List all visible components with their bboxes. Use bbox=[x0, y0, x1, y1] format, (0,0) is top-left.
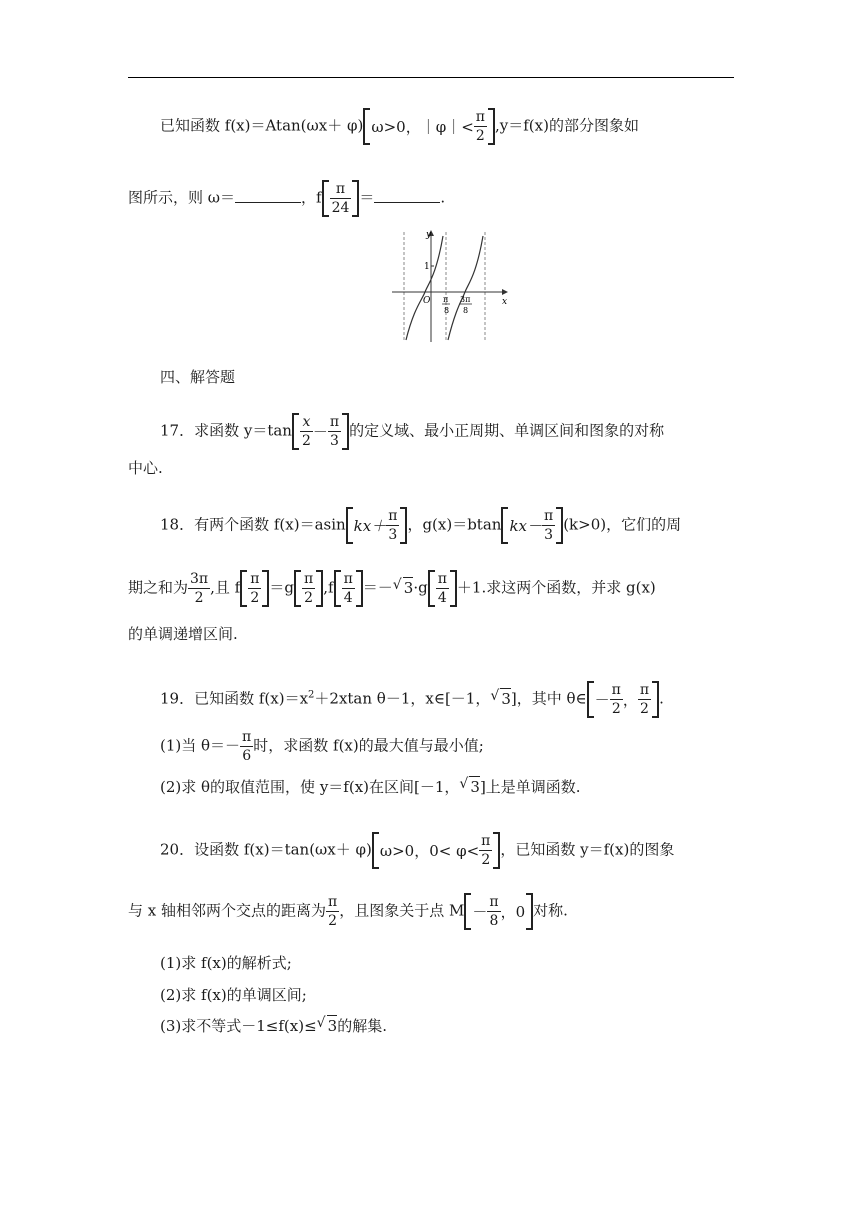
q17-line1 bbox=[160, 413, 664, 450]
q19-p2-text-b: ]上是单调函数. bbox=[479, 778, 581, 796]
q19-comma: ， bbox=[622, 690, 638, 709]
q16-arg-bracket bbox=[322, 180, 360, 217]
q20-p3-text-a: (3)求不等式－1≤f(x)≤ bbox=[160, 1017, 317, 1035]
q18-line1 bbox=[160, 507, 681, 544]
q18-text-d: 期之和为 bbox=[128, 578, 189, 597]
x-tick-3pi8-num: 3π bbox=[460, 295, 471, 304]
q17-minus: － bbox=[312, 422, 328, 441]
q18-text-c: (k>0)，它们的周 bbox=[563, 515, 682, 534]
q17-line2: 中心. bbox=[128, 459, 163, 477]
q18-kx-plus: kx＋ bbox=[353, 516, 387, 535]
q18-line2 bbox=[128, 570, 656, 607]
y-axis-label: y bbox=[426, 230, 432, 240]
q16-period: . bbox=[440, 188, 446, 207]
q20-line2 bbox=[128, 893, 568, 930]
q16-pi-over-2: $\frac{\pi}{2}$ bbox=[475, 109, 485, 144]
q17-x-over-2: $\frac{x}{2}$ bbox=[301, 414, 311, 449]
q18-g-pi2: $\frac{\pi}{2}$ bbox=[294, 570, 323, 607]
q18-eq-g: ＝g bbox=[269, 578, 295, 597]
header-rule bbox=[128, 77, 734, 78]
q16-condition-bracket bbox=[363, 108, 495, 145]
q18-sin-arg bbox=[346, 507, 408, 544]
q17-pi-over-3: $\frac{\pi}{3}$ bbox=[329, 414, 340, 449]
q19-period: . bbox=[659, 689, 664, 708]
q20-part2: (2)求 f(x)的单调区间; bbox=[160, 986, 307, 1004]
q19-neg: － bbox=[594, 690, 610, 709]
q16-text-b: ,y＝f(x)的部分图象如 bbox=[494, 116, 639, 135]
q20-part3 bbox=[160, 1015, 387, 1036]
q18-comma-f: ,f bbox=[323, 578, 334, 597]
q18-dot-g: ·g bbox=[413, 578, 428, 597]
q18-text-e: ,且 f bbox=[210, 578, 241, 597]
q20-comma-zero: ，0 bbox=[500, 902, 526, 921]
q17-arg-bracket bbox=[292, 413, 349, 450]
q19-sqrt3: √ 3 bbox=[500, 688, 511, 709]
q18-g-pi4: $\frac{\pi}{4}$ bbox=[428, 570, 457, 607]
q18-text-a: 18．有两个函数 f(x)＝asin bbox=[160, 515, 346, 534]
y-tick-label-1: 1 bbox=[424, 262, 430, 272]
q19-interval-bracket: － $\frac{\pi}{2}$ ， $\frac{\pi}{2}$ bbox=[587, 681, 659, 718]
q16-answer-blank-omega[interactable] bbox=[235, 188, 301, 203]
q17-text-a: 17．求函数 y＝tan bbox=[160, 421, 292, 440]
q20-text-d: ，且图象关于点 M bbox=[339, 901, 465, 920]
x-tick-pi8-den: 8 bbox=[444, 306, 450, 315]
x-tick-3pi8-den: 8 bbox=[463, 306, 469, 315]
q19-p2-sqrt3: √ 3 bbox=[469, 776, 480, 797]
q20-neg: － bbox=[472, 902, 488, 921]
q16-answer-blank-value[interactable] bbox=[374, 188, 440, 203]
x-tick-pi8-num: π bbox=[443, 295, 449, 304]
q18-f-pi2: $\frac{\pi}{2}$ bbox=[240, 570, 269, 607]
q18-eq-neg: ＝－ bbox=[362, 578, 393, 597]
q18-text-f: ＋1.求这两个函数，并求 g(x) bbox=[456, 578, 656, 597]
q19-p1-text-a: (1)当 θ＝－ bbox=[160, 736, 241, 755]
q18-tan-arg bbox=[501, 507, 563, 544]
q19-text-c: ]，其中 θ∈ bbox=[510, 689, 587, 708]
q19-part1 bbox=[160, 728, 484, 765]
q19-p1-text-b: 时，求函数 f(x)的最大值与最小值; bbox=[253, 736, 484, 755]
q20-p3-text-b: 的解集. bbox=[337, 1017, 387, 1035]
q20-text-a: 20．设函数 f(x)＝tan(ωx＋ φ) bbox=[160, 840, 372, 859]
q19-p2-text-a: (2)求 θ的取值范围，使 y＝f(x)在区间[－1， bbox=[160, 778, 460, 796]
q16-line2 bbox=[128, 180, 445, 217]
q20-condition: ω>0，0< φ< bbox=[379, 841, 480, 860]
q18-kx-minus: kx－ bbox=[509, 516, 542, 535]
q20-line1 bbox=[160, 832, 674, 869]
q18-f-pi4: $\frac{\pi}{4}$ bbox=[334, 570, 363, 607]
q20-text-e: 对称. bbox=[533, 901, 568, 920]
q20-condition-bracket: ω>0，0< φ< $\frac{\pi}{2}$ bbox=[372, 832, 501, 869]
q20-pi-over-2: $\frac{\pi}{2}$ bbox=[328, 894, 338, 929]
q16-line1 bbox=[160, 108, 639, 145]
q18-text-b: ，g(x)＝btan bbox=[407, 515, 502, 534]
q16-text-e: ＝ bbox=[359, 188, 375, 207]
tan-branch-1 bbox=[406, 236, 443, 340]
q16-text-a: 已知函数 f(x)＝Atan(ωx＋ φ) bbox=[160, 116, 364, 135]
x-axis-arrow bbox=[502, 289, 508, 295]
q19-square: 2 bbox=[308, 689, 315, 701]
section-title: 四、解答题 bbox=[160, 368, 236, 386]
q18-line3: 的单调递增区间. bbox=[128, 625, 238, 643]
q16-pi-over-24: $\frac{\pi}{24}$ bbox=[331, 181, 350, 216]
q18-3pi-over-2: $\frac{3\pi}{2}$ bbox=[190, 571, 209, 606]
tan-branch-2 bbox=[448, 236, 483, 340]
q17-text-b: 的定义域、最小正周期、单调区间和图象的对称 bbox=[349, 421, 665, 440]
q18-pi-over-3-b: $\frac{\pi}{3}$ bbox=[544, 508, 554, 543]
q20-text-b: ，已知函数 y＝f(x)的图象 bbox=[500, 840, 675, 859]
q19-part2 bbox=[160, 776, 581, 797]
q19-pi-over-6: $\frac{\pi}{6}$ bbox=[242, 729, 252, 764]
q16-text-d: ，f bbox=[301, 188, 322, 207]
q16-condition: ω>0，｜φ｜< bbox=[371, 117, 474, 136]
q20-part1: (1)求 f(x)的解析式; bbox=[160, 954, 292, 972]
q16-text-c: 图所示，则 ω＝ bbox=[128, 188, 236, 207]
tangent-graph bbox=[384, 228, 512, 346]
q20-text-c: 与 x 轴相邻两个交点的距离为 bbox=[128, 901, 326, 920]
q19-text-a: 19．已知函数 f(x)＝x bbox=[160, 689, 309, 708]
q18-pi-over-3-a: $\frac{\pi}{3}$ bbox=[388, 508, 398, 543]
q19-text-b: ＋2xtan θ－1，x∈[－1， bbox=[314, 689, 491, 708]
q18-sqrt3: √ 3 bbox=[403, 577, 414, 598]
x-axis-label: x bbox=[502, 297, 508, 307]
q20-point-bracket: － $\frac{\pi}{8}$ ，0 bbox=[464, 893, 533, 930]
q20-p3-sqrt3: √ 3 bbox=[327, 1015, 338, 1036]
origin-label: O bbox=[423, 296, 431, 306]
q19-line1 bbox=[160, 681, 664, 718]
